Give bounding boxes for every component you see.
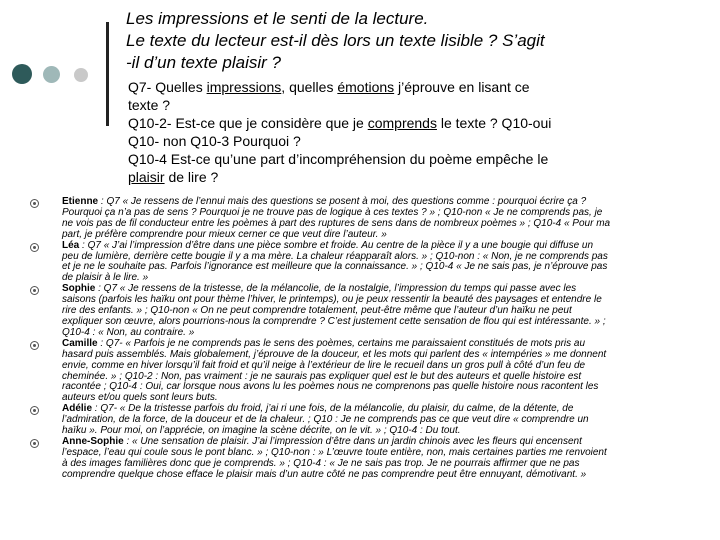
dot-light — [74, 68, 88, 82]
testimony-item — [30, 284, 714, 339]
testimony-line: de plaisir à le lire. » — [62, 272, 149, 284]
bullet-icon — [30, 406, 39, 415]
title-line: Le texte du lecteur est-il dès lors un texte lisible ? S’agit — [126, 31, 545, 50]
text: le texte ? Q10-oui — [436, 115, 552, 131]
title-line: Les impressions et le senti de la lecture. — [126, 9, 429, 28]
testimony-first-line — [62, 241, 714, 252]
dot-medium — [43, 66, 60, 83]
text: j’éprouve en lisant ce — [394, 79, 530, 95]
testimony-line: auteurs et/ou quels sont leurs buts. — [62, 392, 218, 404]
testimony-line: l’espace, l’eau qui coule sous le pont blanc. » ; Q10-non : » L’œuvre toute entière, non, mais certaines parties me renvoient — [62, 446, 607, 458]
testimony-line: expliquer son œuvre, alors pourrions-nous la comprendre ? C’est justement cette sensation de flou qui est intéressante. » ; — [62, 315, 606, 327]
testimony-line: envie, comme en hiver lorsqu’il fait froid et qu’il neige à l’extérieur de lire le recueil dans un gros pull à côté d’un feu de — [62, 359, 586, 371]
bullet-icon — [30, 243, 39, 252]
testimony-line: racontée ; Q10-4 : Oui, car lorsque nous avons lu les poèmes nous ne comprenons pas quelle histoire nous racontent les — [62, 381, 599, 393]
testimony-line: part, je préfère comprendre pour mieux cerner ce que veut dire l’auteur. » — [62, 228, 387, 240]
bullet-icon — [30, 199, 39, 208]
questions-block — [128, 78, 708, 186]
question-q10-3: Q10- non Q10-3 Pourquoi ? — [128, 133, 301, 149]
testimony-item — [30, 404, 714, 437]
testimony-item — [30, 197, 714, 241]
title-divider — [106, 22, 109, 126]
testimony-line: cheminée. » ; Q10-2 : Non, pas vraiment : je ne saurais pas expliquer quel est le but des auteurs et quelle histoire est — [62, 370, 582, 382]
testimony-line: ne vois pas de fil conducteur entre les poèmes à part des ruptures de sens dans de nombreux poèmes » ; Q10-4 « Pour ma — [62, 217, 611, 229]
slide-title — [126, 8, 706, 74]
testimony-item — [30, 437, 714, 481]
testimony-line: comprendre quelque chose efface le plaisir mais d’un autre côté ne pas comprendre peut être ennuyant, démotivant. » — [62, 468, 587, 480]
text: Q7- Quelles — [128, 79, 207, 95]
underlined-text: impressions — [206, 79, 282, 95]
testimony-name: Léa — [62, 239, 80, 251]
underlined-text: comprends — [367, 115, 437, 131]
question-q10-4-cont — [128, 168, 708, 186]
text: , quelles — [281, 79, 338, 95]
testimonies-list — [30, 197, 714, 481]
testimony-name: Anne-Sophie — [62, 435, 124, 447]
question-q10-4: Q10-4 Est-ce qu’une part d’incompréhension du poème empêche le — [128, 151, 549, 167]
text: de lire ? — [164, 169, 219, 185]
testimony-line: rire des enfants. » ; Q10-non « On ne peut comprendre totalement, peut-être même que l’auteur d’un haïku ne peut — [62, 305, 572, 317]
testimony-name: Camille — [62, 337, 98, 349]
testimony-name: Etienne — [62, 196, 99, 207]
testimony-line: haïku ». Pour moi, on l’apprécie, on imagine la scène décrite, on le vit. » ; Q10-4 : Du tout. — [62, 425, 461, 437]
testimony-line: et je ne le souhaite pas. Parfois l’ignorance est meilleure que la connaissance. » ; Q10-4 « Je ne sais pas, je n’éprouve pas — [62, 261, 608, 273]
underlined-text: plaisir — [128, 169, 165, 185]
question-q10-2 — [128, 114, 708, 132]
testimony-text: : « Une sensation de plaisir. J’ai l’impression d’être dans un jardin chinois avec les fleurs qui encensent — [123, 435, 582, 447]
testimony-line: l’admiration, de la force, de la douceur et de la chaleur. ; Q10 : Je ne comprends pas ce que veut dire « comprendre un — [62, 414, 589, 426]
testimony-name: Sophie — [62, 283, 96, 295]
testimony-line: hasard puis assemblés. Mais globalement, j’éprouve de la douceur, et les mots qui parlent des « intempéries » me donnent — [62, 348, 607, 360]
testimony-name: Adélie — [62, 403, 93, 415]
testimony-text: : Q7 « J’ai l’impression d’être dans une pièce sombre et froide. Au centre de la pièce il y a une bougie qui diffuse un — [79, 239, 594, 251]
question-q7 — [128, 78, 708, 96]
question-q7-cont: texte ? — [128, 97, 171, 113]
testimony-line: à des images familières donc que je comprends. » ; Q10-4 : « Je ne sais pas trop. Je ne pourrais affirmer que ne pas — [62, 457, 580, 469]
testimony-line: saisons (parfois les haïku ont pour thème l’hiver, le printemps), ou je peux ressentir la beauté des paysages et entendre le — [62, 294, 602, 306]
testimony-text: : Q7- « De la tristesse parfois du froid, j’ai ri une fois, de la mélancolie, du plaisir, du calme, de la détente, de — [92, 403, 574, 415]
bullet-icon — [30, 341, 39, 350]
testimony-text: : Q7- « Parfois je ne comprends pas le sens des poèmes, certains me paraissaient constitués de mots pris au — [97, 337, 586, 349]
testimony-text: : Q7 « Je ressens de la tristesse, de la mélancolie, de la nostalgie, l’impression du temps qui passe avec les — [95, 283, 577, 295]
testimony-item — [30, 339, 714, 404]
text: Q10-2- Est-ce que je considère que je — [128, 115, 368, 131]
dot-dark — [12, 64, 32, 84]
underlined-text: émotions — [337, 79, 395, 95]
bullet-icon — [30, 286, 39, 295]
bullet-icon — [30, 439, 39, 448]
testimony-line: Pourquoi ça n’a pas de sens ? Pourquoi je ne trouve pas de logique à ces textes ? » ; Q10-non « Je ne comprends pas, je — [62, 206, 603, 218]
title-line: -il d’un texte plaisir ? — [126, 53, 281, 72]
testimony-text: : Q7 « Je ressens de l’ennui mais des questions se posent à moi, des questions comme : pourquoi écrire ça ? — [98, 196, 587, 207]
testimony-item — [30, 241, 714, 285]
testimony-line: peu de lumière, derrière cette bougie il y a ma mère. La chaleur réapparaît alors. » ; Q10-non : « Non, je ne comprends pas — [62, 250, 608, 262]
testimony-line: Q10-4 : « Non, au contraire. » — [62, 326, 195, 338]
